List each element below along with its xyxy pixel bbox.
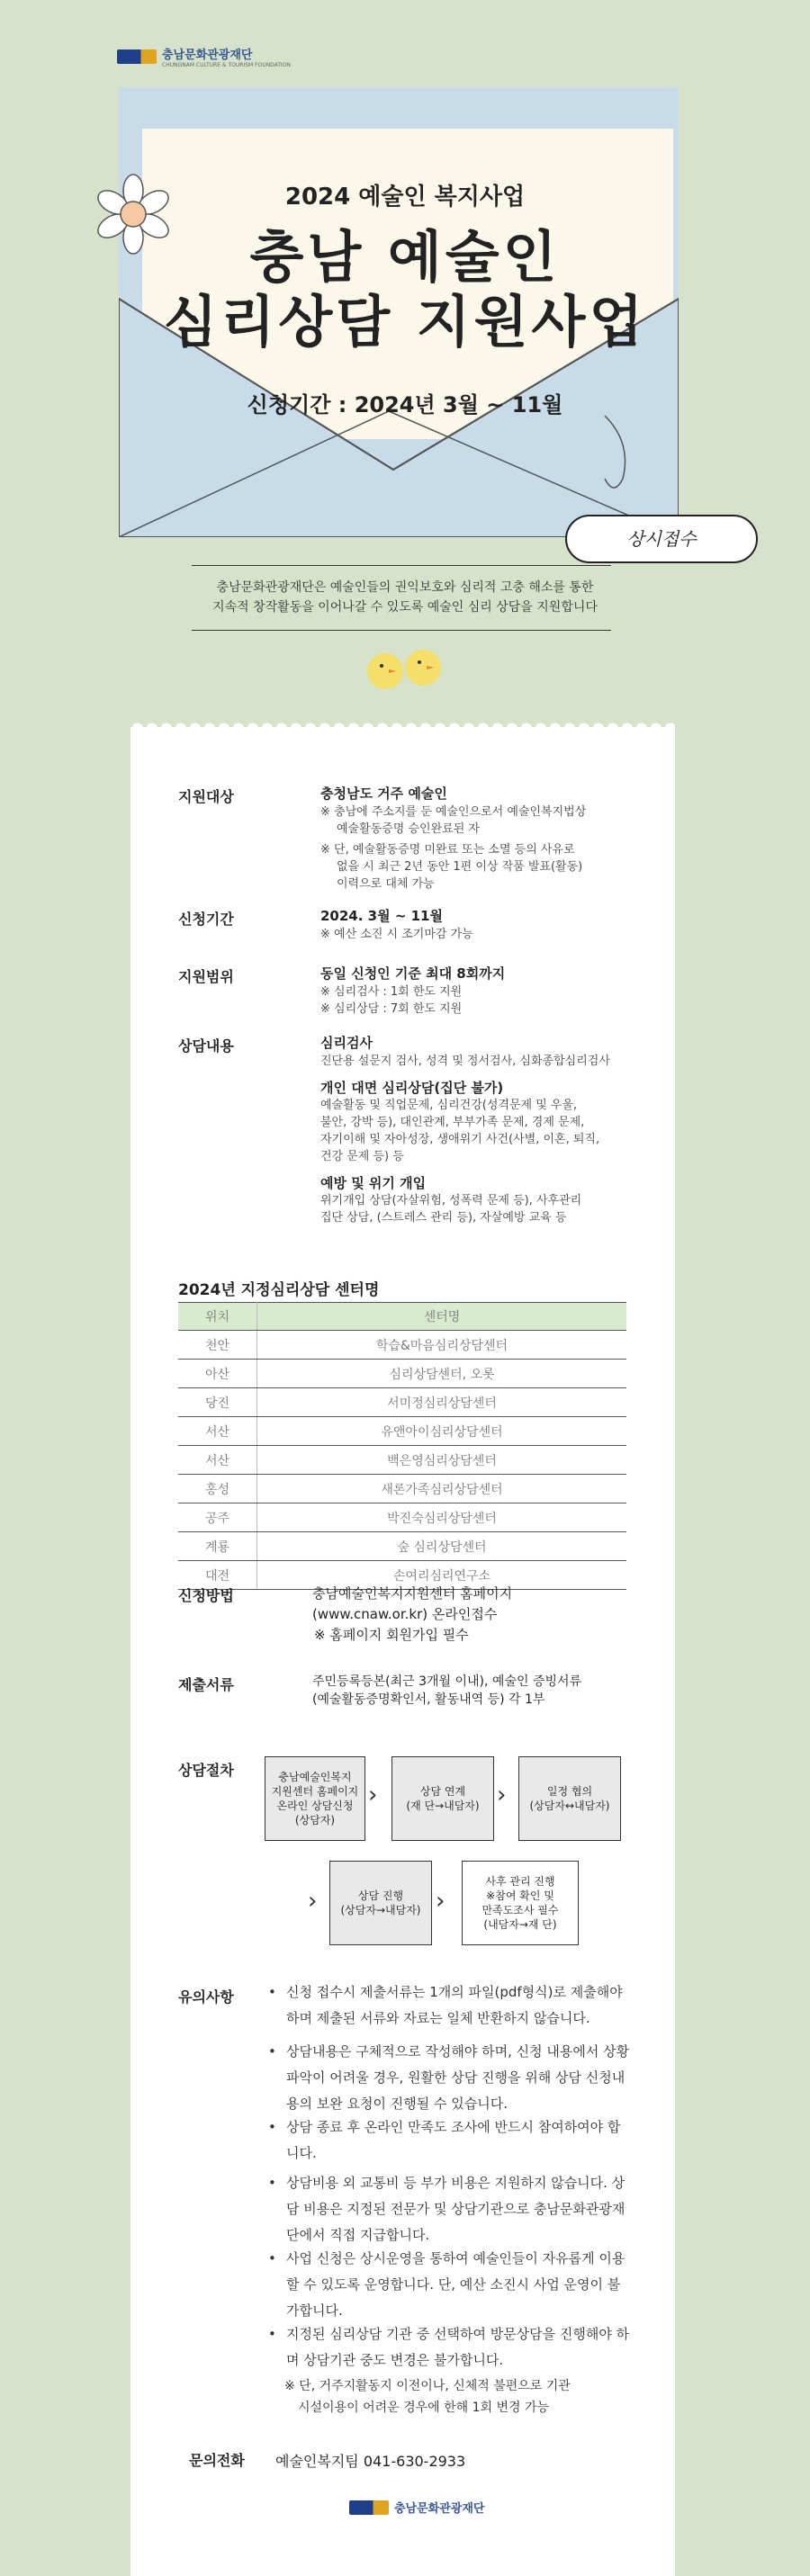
docs-line2: (예술활동증명확인서, 활동내역 등) 각 1부 [312, 1692, 545, 1707]
foundation-logo-icon [117, 49, 157, 64]
cell-loc: 계룡 [178, 1532, 257, 1561]
process-step-5: 사후 관리 진행 ※참여 확인 및 만족도조사 필수 (내담자→재 단) [462, 1861, 579, 1945]
logo-sub: CHUNGNAM CULTURE & TOURISM FOUNDATION [162, 62, 291, 68]
cell-name: 학습&마음심리상담센터 [257, 1331, 627, 1360]
target-label: 지원대상 [178, 788, 234, 805]
scope-note1: ※ 심리검사 : 1회 한도 지원 [320, 985, 463, 999]
hero-title-line1: 충남 예술인 [249, 224, 561, 290]
content-t1: 진단용 설문지 검사, 성격 및 정서검사, 심화종합심리검사 [320, 1055, 610, 1068]
bullet-icon: • [268, 2043, 276, 2060]
period-value [320, 907, 473, 943]
badge-always-open: 상시접수 [565, 515, 758, 563]
notice-text: 사업 신청은 상시운영을 통하여 예술인들이 자유롭게 이용할 수 있도록 운영합니다. 단, 예산 소진시 사업 운영이 불가합니다. [286, 2250, 626, 2319]
notice-text: 상담내용은 구체적으로 작성해야 하며, 신청 내용에서 상황파악이 어려울 경우, 원활한 상담 진행을 위해 상담 신청내용의 보완 요청이 진행될 수 있습니다. [286, 2043, 630, 2112]
content-h3: 예방 및 위기 개입 [320, 1175, 427, 1191]
intro-divider-top [192, 565, 611, 566]
cell-loc: 홍성 [178, 1475, 257, 1503]
hero-subtitle: 2024 예술인 복지사업 [284, 184, 526, 211]
table-row [178, 1388, 626, 1417]
intro-divider-bottom [192, 630, 611, 631]
notice-footnote2: 시설이용이 어려운 경우에 한해 1회 변경 가능 [298, 2401, 550, 2415]
table-row [178, 1503, 626, 1532]
logo-name: 충남문화관광재단 [394, 2502, 485, 2516]
intro-line1: 충남문화관광재단은 예술인들의 권익보호와 심리적 고충 해소를 통한 [216, 580, 594, 595]
docs-label: 제출서류 [178, 1676, 234, 1693]
content-label: 상담내용 [178, 1037, 234, 1055]
process-step-1: 충남예술인복지 지원센터 홈페이지 온라인 상담신청 (상담자) [265, 1756, 365, 1841]
period-note: ※ 예산 소진 시 조기마감 가능 [320, 928, 473, 941]
arrow-right-icon: › [308, 1888, 318, 1915]
chicks-icon [358, 641, 452, 693]
content-h2: 개인 대면 심리상담(집단 불가) [320, 1080, 504, 1096]
docs-line1: 주민등록등본(최근 3개월 이내), 예술인 증빙서류 [312, 1674, 582, 1689]
cell-loc: 대전 [178, 1561, 257, 1590]
method-label: 신청방법 [178, 1587, 234, 1604]
target-note2b: 없을 시 최근 2년 동안 1편 이상 작품 발표(활동) [337, 860, 583, 874]
notice-item [268, 2114, 632, 2167]
content-h1: 심리검사 [320, 1035, 373, 1051]
method-line2: (www.cnaw.or.kr) 온라인접수 [312, 1606, 498, 1622]
bullet-icon: • [268, 2175, 276, 2191]
arrow-right-icon: › [497, 1782, 507, 1809]
cell-name: 손여리심리연구소 [257, 1561, 627, 1590]
process-step-2: 상담 연계 (재 단→내담자) [392, 1756, 494, 1841]
cell-name: 유앤아이심리상담센터 [257, 1417, 627, 1446]
hero-period: 신청기간 : 2024년 3월 ~ 11월 [247, 392, 563, 417]
cell-name: 백은영심리상담센터 [257, 1446, 627, 1475]
cell-name: 숲 심리상담센터 [257, 1532, 627, 1561]
logo-name: 충남문화관광재단 [162, 49, 253, 62]
target-main: 충청남도 거주 예술인 [320, 785, 447, 802]
table-header-row [178, 1303, 626, 1331]
col-location: 위치 [178, 1303, 257, 1331]
notice-item [268, 2321, 632, 2374]
notice-item [268, 2246, 632, 2324]
cell-name: 박진숙심리상담센터 [257, 1503, 627, 1532]
bullet-icon: • [268, 2250, 276, 2266]
table-row [178, 1532, 626, 1561]
content-value [320, 1034, 610, 1226]
target-note2c: 이력으로 대체 가능 [337, 877, 435, 891]
cell-loc: 공주 [178, 1503, 257, 1532]
table-row [178, 1446, 626, 1475]
bullet-icon: • [268, 2326, 276, 2342]
col-center-name: 센터명 [257, 1303, 627, 1331]
foundation-logo-icon [349, 2500, 389, 2515]
centers-table [178, 1302, 626, 1590]
cell-name: 새론가족심리상담센터 [257, 1475, 627, 1503]
cell-loc: 서산 [178, 1446, 257, 1475]
method-line1: 충남예술인복지지원센터 홈페이지 [312, 1585, 513, 1602]
table-row [178, 1475, 626, 1503]
notice-item [268, 2170, 632, 2248]
notice-footnote [284, 2375, 571, 2419]
process-step-3: 일정 협의 (상담자↔내담자) [518, 1756, 621, 1841]
target-value [320, 785, 586, 893]
period-label: 신청기간 [178, 911, 234, 928]
scope-value [320, 965, 505, 1018]
content-t2d: 건강 문제 등) 등 [320, 1150, 404, 1163]
notice-item [268, 1979, 632, 2032]
bullet-icon: • [268, 1984, 276, 2000]
top-logo [117, 45, 291, 68]
arrow-right-icon: › [368, 1782, 378, 1809]
scope-note2: ※ 심리상담 : 7회 한도 지원 [320, 1002, 463, 1016]
process-step-4: 상담 진행 (상담자→내담자) [329, 1861, 432, 1945]
notice-text: 상담 종료 후 온라인 만족도 조사에 반드시 참여하여야 합니다. [286, 2119, 621, 2161]
notice-text: 지정된 심리상담 기관 중 선택하여 방문상담을 진행해야 하며 상담기관 중도 변경은 불가합니다. [286, 2326, 630, 2368]
table-row [178, 1360, 626, 1388]
notice-item [268, 2039, 632, 2117]
period-main: 2024. 3월 ~ 11월 [320, 908, 443, 924]
contact-value: 예술인복지팀 041-630-2933 [275, 2453, 466, 2470]
arrow-right-icon: › [436, 1888, 446, 1915]
intro-text [162, 578, 648, 617]
table-row [178, 1331, 626, 1360]
notice-footnote1: ※ 단, 거주지활동지 이전이나, 신체적 불편으로 기관 [284, 2379, 571, 2393]
centers-title: 2024년 지정심리상담 센터명 [178, 1281, 380, 1299]
cell-name: 심리상담센터, 오롯 [257, 1360, 627, 1388]
scope-main: 동일 신청인 기준 최대 8회까지 [320, 965, 506, 982]
content-t3a: 위기개입 상담(자살위험, 성폭력 문제 등), 사후관리 [320, 1194, 582, 1207]
cell-loc: 당진 [178, 1388, 257, 1417]
content-t3b: 집단 상담, (스트레스 관리 등), 자살예방 교육 등 [320, 1211, 567, 1225]
notice-label: 유의사항 [178, 1988, 234, 2006]
content-t2c: 자기이해 및 자아성장, 생애위기 사건(사별, 이혼, 퇴직, [320, 1133, 600, 1146]
scope-label: 지원범위 [178, 968, 234, 985]
process-label: 상담절차 [178, 1762, 234, 1779]
notice-text: 신청 접수시 제출서류는 1개의 파일(pdf형식)로 제출해야하며 제출된 서류와 자료는 일체 반환하지 않습니다. [286, 1984, 623, 2026]
hero-title-line2: 심리상담 지원사업 [163, 289, 647, 355]
cell-loc: 서산 [178, 1417, 257, 1446]
target-note1b: 예술활동증명 승인완료된 자 [337, 822, 480, 836]
intro-line2: 지속적 창작활동을 이어나갈 수 있도록 예술인 심리 상담을 지원합니다 [212, 600, 598, 615]
content-t2a: 예술활동 및 직업문제, 심리건강(성격문제 및 우울, [320, 1099, 578, 1112]
content-t2b: 불안, 강박 등), 대인관계, 부부가족 문제, 경제 문제, [320, 1116, 585, 1129]
target-note1: ※ 충남에 주소지를 둔 예술인으로서 예술인복지법상 [320, 805, 587, 819]
docs-value [312, 1673, 581, 1709]
bottom-logo [349, 2499, 484, 2516]
cell-name: 서미정심리상담센터 [257, 1388, 627, 1417]
contact-label: 문의전화 [189, 2452, 245, 2469]
method-value [312, 1584, 512, 1646]
hero-title [135, 225, 675, 355]
target-note2: ※ 단, 예술활동증명 미완료 또는 소멸 등의 사유로 [320, 843, 575, 857]
cell-loc: 천안 [178, 1331, 257, 1360]
bullet-icon: • [268, 2119, 276, 2135]
notice-text: 상담비용 외 교통비 등 부가 비용은 지원하지 않습니다. 상담 비용은 지정된 전문가 및 상담기관으로 충남문화관광재단에서 직접 지급합니다. [286, 2175, 626, 2243]
method-line3: ※ 홈페이지 회원가입 필수 [314, 1627, 469, 1643]
table-row [178, 1417, 626, 1446]
cell-loc: 아산 [178, 1360, 257, 1388]
